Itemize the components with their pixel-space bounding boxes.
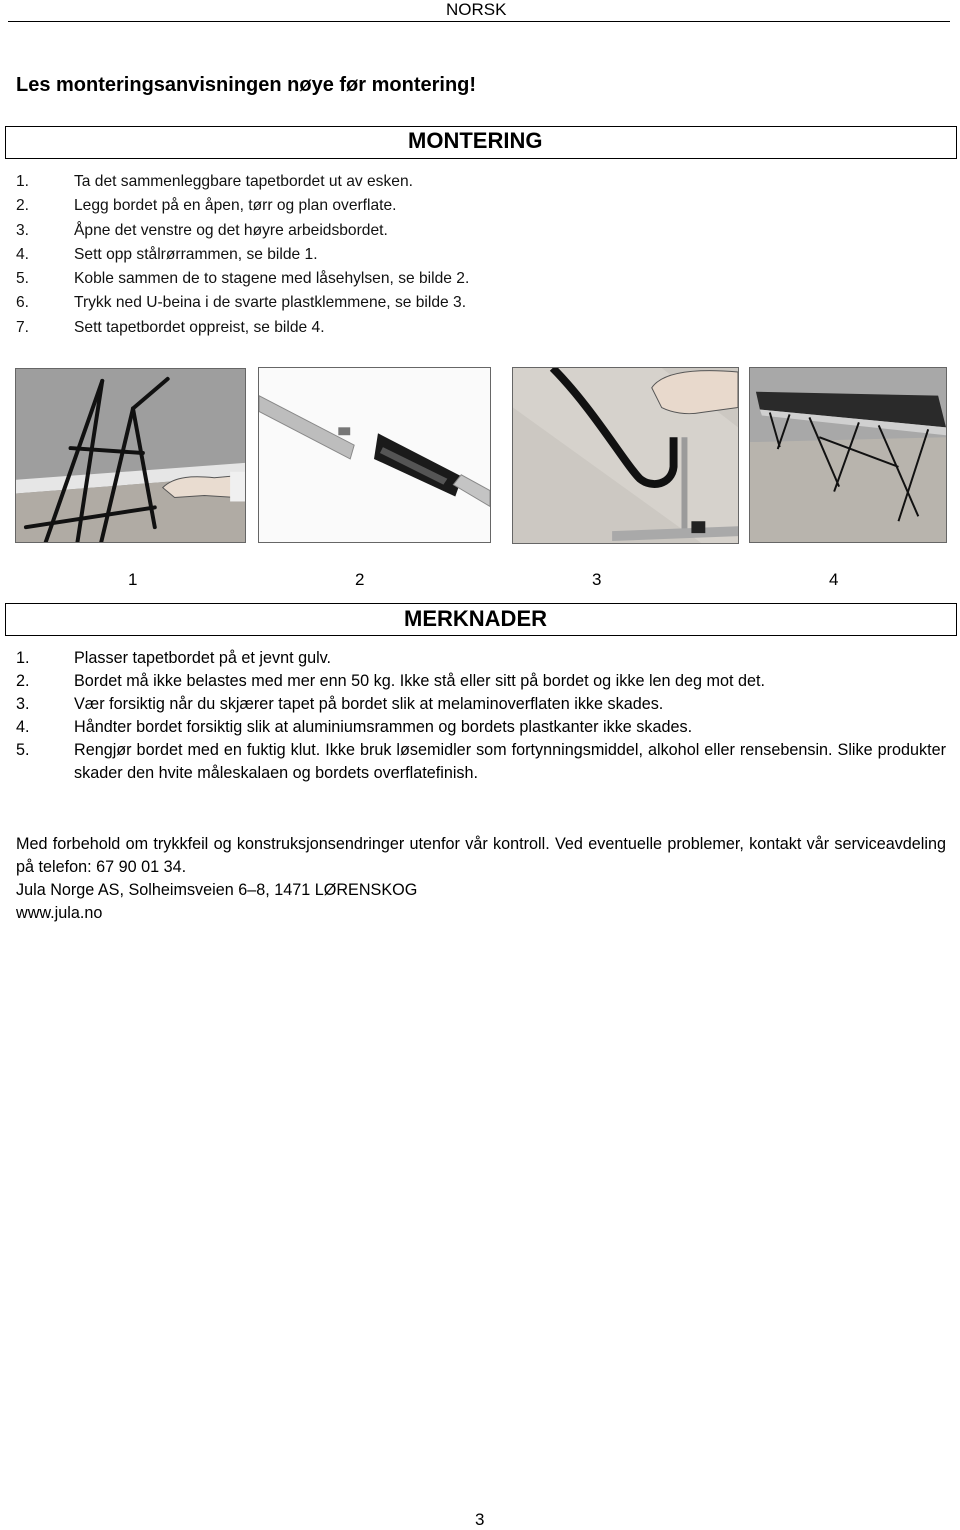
list-item bbox=[16, 716, 946, 739]
step-text: Trykk ned U-beina i de svarte plastklemmene, se bilde 3. bbox=[74, 294, 467, 312]
page-header bbox=[0, 0, 960, 22]
montering-steps-list bbox=[16, 170, 469, 340]
header-divider bbox=[8, 21, 950, 22]
figure-4-table-upright-photo bbox=[749, 367, 947, 543]
note-number: 5. bbox=[16, 741, 30, 759]
page-number: 3 bbox=[475, 1510, 485, 1529]
step-number: 5. bbox=[16, 270, 30, 288]
note-number: 1. bbox=[16, 649, 30, 667]
footer-address: Jula Norge AS, Solheimsveien 6–8, 1471 LØRENSKOG bbox=[16, 881, 418, 899]
figure-caption: 3 bbox=[592, 570, 602, 589]
note-number: 3. bbox=[16, 695, 30, 713]
step-text: Koble sammen de to stagene med låsehylsen, se bilde 2. bbox=[74, 270, 470, 288]
step-number: 2. bbox=[16, 197, 30, 215]
list-item bbox=[16, 693, 946, 716]
list-item bbox=[16, 267, 469, 291]
list-item bbox=[16, 647, 946, 670]
list-item bbox=[16, 170, 469, 194]
figure-3-u-leg-clip-photo bbox=[512, 367, 739, 544]
list-item bbox=[16, 739, 946, 785]
list-item bbox=[16, 316, 469, 340]
step-number: 6. bbox=[16, 294, 30, 312]
step-number: 7. bbox=[16, 318, 30, 336]
list-item bbox=[16, 291, 469, 315]
figure-2-locking-sleeve-photo bbox=[258, 367, 491, 543]
footer-website: www.jula.no bbox=[16, 904, 103, 922]
footer-disclaimer: Med forbehold om trykkfeil og konstruksjonsendringer utenfor vår kontroll. Ved eventuelle problemer, kontakt vår serviceavdeling på telefon: 67 90 01 34. bbox=[16, 835, 946, 876]
step-number: 3. bbox=[16, 221, 30, 239]
list-item bbox=[16, 670, 946, 693]
step-number: 4. bbox=[16, 245, 30, 263]
merknader-title: MERKNADER bbox=[404, 606, 547, 631]
step-text: Legg bordet på en åpen, tørr og plan overflate. bbox=[74, 197, 397, 215]
list-item bbox=[16, 243, 469, 267]
step-text: Åpne det venstre og det høyre arbeidsbordet. bbox=[74, 221, 388, 239]
note-text: Håndter bordet forsiktig slik at aluminiumsrammen og bordets plastkanter ikke skades. bbox=[74, 718, 693, 736]
montering-title: MONTERING bbox=[408, 128, 543, 153]
step-number: 1. bbox=[16, 173, 30, 190]
note-text: Bordet må ikke belastes med mer enn 50 kg. Ikke stå eller sitt på bordet og ikke len deg mot det. bbox=[74, 672, 766, 690]
language-label: NORSK bbox=[446, 0, 507, 19]
figure-caption: 4 bbox=[829, 570, 839, 589]
step-text: Ta det sammenleggbare tapetbordet ut av esken. bbox=[74, 173, 413, 190]
merknader-list bbox=[16, 647, 946, 785]
note-number: 2. bbox=[16, 672, 30, 690]
figure-caption: 1 bbox=[128, 570, 138, 589]
list-item bbox=[16, 219, 469, 243]
note-number: 4. bbox=[16, 718, 30, 736]
note-text: Vær forsiktig når du skjærer tapet på bordet slik at melaminoverflaten ikke skades. bbox=[74, 695, 664, 713]
figure-1-frame-photo bbox=[15, 368, 246, 543]
note-text: Plasser tapetbordet på et jevnt gulv. bbox=[74, 649, 332, 667]
list-item bbox=[16, 194, 469, 218]
note-text: Rengjør bordet med en fuktig klut. Ikke bruk løsemidler som fortynningsmiddel, alkohol eller rensebensin. Slike produkter skader den hvite måleskalaen og bordets overflatefinish. bbox=[74, 741, 946, 782]
step-text: Sett tapetbordet oppreist, se bilde 4. bbox=[74, 318, 325, 336]
step-text: Sett opp stålrørrammen, se bilde 1. bbox=[74, 245, 318, 263]
footer bbox=[16, 833, 946, 925]
assembly-warning: Les monteringsanvisningen nøye før montering! bbox=[16, 74, 477, 96]
figure-caption: 2 bbox=[355, 570, 365, 589]
